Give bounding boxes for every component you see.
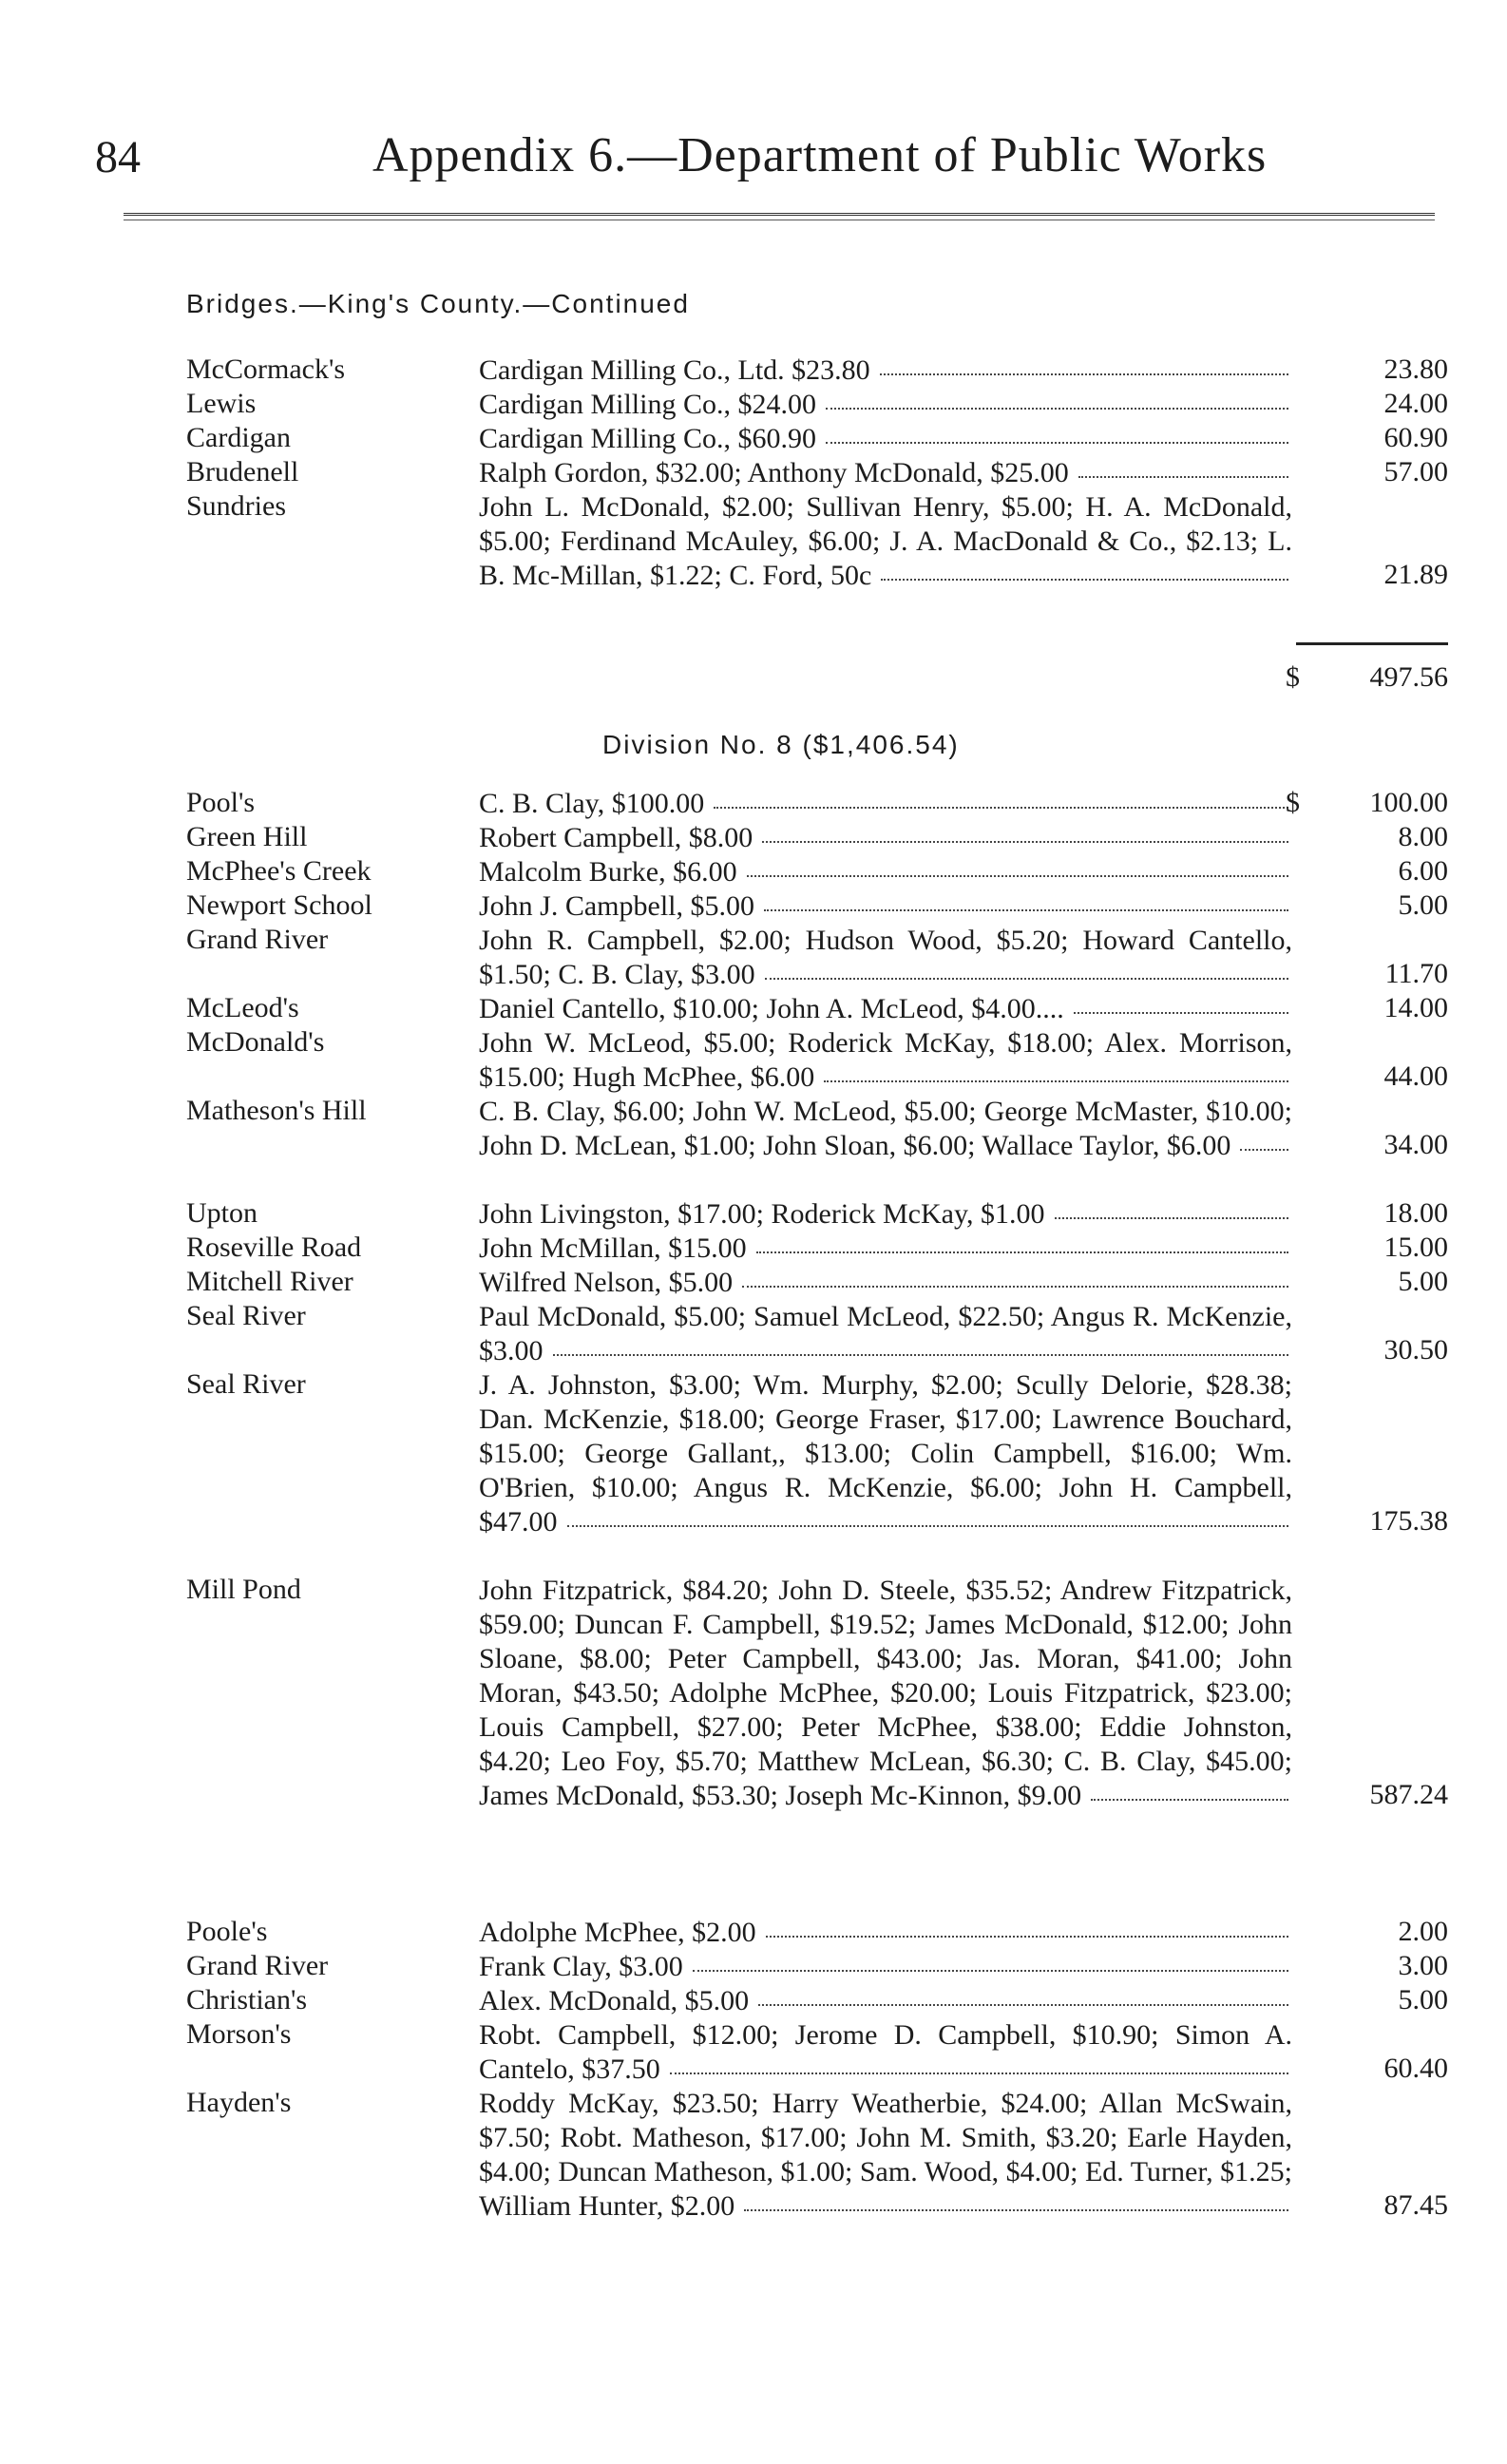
bridge-name: Pool's <box>186 787 256 818</box>
dot-leader <box>764 907 1288 911</box>
entry-amount: 57.00 <box>1383 456 1448 487</box>
entry-description <box>479 2087 1292 2224</box>
payees-text: Paul McDonald, $5.00; Samuel McLeod, $22.50; Angus R. McKenzie, $3.00 <box>479 1301 1292 1366</box>
dot-leader <box>744 2207 1288 2211</box>
entry-amount: 175.38 <box>1369 1505 1448 1537</box>
bridge-name: Sundries <box>186 490 286 522</box>
dot-leader <box>826 406 1288 410</box>
dot-leader <box>766 1934 1288 1938</box>
entry-description <box>479 821 1292 855</box>
page-header <box>0 0 1507 228</box>
payees-text: Ralph Gordon, $32.00; Anthony McDonald, $25.00 <box>479 457 1069 488</box>
bridge-name: Green Hill <box>186 821 308 852</box>
entry-description <box>479 1026 1292 1095</box>
bridge-name: Roseville Road <box>186 1232 362 1263</box>
payees-text: Adolphe McPhee, $2.00 <box>479 1917 756 1948</box>
bridge-name: Newport School <box>186 889 372 921</box>
dot-leader <box>762 839 1288 843</box>
entry-amount: 5.00 <box>1398 1266 1448 1297</box>
entry-description <box>479 924 1292 992</box>
entry-description <box>479 388 1292 422</box>
payees-text: C. B. Clay, $100.00 <box>479 788 705 819</box>
entry-amount: 5.00 <box>1398 889 1448 921</box>
bridge-name: McCormack's <box>186 353 346 385</box>
entry-description <box>479 490 1292 593</box>
entry-description <box>479 1095 1292 1163</box>
entry-amount: 23.80 <box>1383 353 1448 385</box>
payees-text: John Fitzpatrick, $84.20; John D. Steele, $35.52; Andrew Fitzpatrick, $59.00; Duncan F. Campbell, $19.52; James McDonald, $12.00; John Sloane, $8.00; Peter Campbell, $43.00; Jas. Moran, $41.00; John Moran, $43.50; Adolphe McPhee, $20.00; Louis Fitzpatrick, $23.00; Louis Campbell, $27.00; Peter McPhee, $38.00; Eddie Johnston, $4.20; Leo Foy, $5.70; Matthew McLean, $6.30; C. B. Clay, $45.00; James McDonald, $53.30; Joseph Mc-Kinnon, $9.00 <box>479 1575 1292 1811</box>
dot-leader <box>881 577 1288 581</box>
entry-amount: 21.89 <box>1383 559 1448 590</box>
entry-description <box>479 1574 1292 1813</box>
entry-amount: 24.00 <box>1383 388 1448 419</box>
entry-description <box>479 1984 1292 2018</box>
payees-text: Robert Campbell, $8.00 <box>479 822 754 853</box>
entry-description <box>479 992 1292 1026</box>
bridge-name: Poole's <box>186 1916 268 1947</box>
payees-text: Cardigan Milling Co., Ltd. $23.80 <box>479 354 870 386</box>
dot-leader <box>670 2071 1288 2074</box>
bridge-name: Morson's <box>186 2018 292 2050</box>
dot-leader <box>880 372 1288 375</box>
entry-description <box>479 787 1292 821</box>
total-rule <box>1296 642 1448 645</box>
payees-text: Frank Clay, $3.00 <box>479 1951 683 1982</box>
dot-leader <box>1074 1010 1288 1014</box>
entry-description <box>479 1232 1292 1266</box>
entry-amount: 60.40 <box>1383 2053 1448 2084</box>
payees-text: Cardigan Milling Co., $60.90 <box>479 423 816 454</box>
payees-text: John J. Campbell, $5.00 <box>479 890 754 922</box>
dollar-sign: $ <box>1286 787 1300 818</box>
bridge-name: Seal River <box>186 1368 306 1400</box>
bridge-name: Grand River <box>186 924 329 955</box>
payees-text: John L. McDonald, $2.00; Sullivan Henry, $5.00; H. A. McDonald, $5.00; Ferdinand McAuley, $6.00; J. A. MacDonald & Co., $2.13; L. B. Mc-Millan, $1.22; C. Ford, 50c <box>479 491 1292 591</box>
dot-leader <box>1240 1147 1288 1151</box>
dot-leader <box>1078 474 1288 478</box>
payees-text: John McMillan, $15.00 <box>479 1232 747 1264</box>
entry-description <box>479 855 1292 889</box>
bridge-name: Cardigan <box>186 422 291 453</box>
payees-text: Cardigan Milling Co., $24.00 <box>479 389 816 420</box>
entry-description <box>479 1197 1292 1232</box>
division-heading: Division No. 8 ($1,406.54) <box>602 730 960 759</box>
section-heading: Bridges.—King's County.—Continued <box>186 289 690 318</box>
dot-leader <box>756 1250 1288 1253</box>
bridge-name: Seal River <box>186 1300 306 1331</box>
bridge-name: Mitchell River <box>186 1266 353 1297</box>
entry-description <box>479 456 1292 490</box>
entry-amount: 18.00 <box>1383 1197 1448 1229</box>
header-rule <box>124 213 1435 220</box>
entry-amount: 44.00 <box>1383 1060 1448 1092</box>
dot-leader <box>765 976 1288 980</box>
payees-text: J. A. Johnston, $3.00; Wm. Murphy, $2.00; Scully Delorie, $28.38; Dan. McKenzie, $18.00; George Fraser, $17.00; Lawrence Bouchard, $15.00; George Gallant,, $13.00; Colin Campbell, $16.00; Wm. O'Brien, $10.00; Angus R. McKenzie, $6.00; John H. Campbell, $47.00 <box>479 1369 1292 1538</box>
entry-amount: 87.45 <box>1383 2189 1448 2221</box>
payees-text: Robt. Campbell, $12.00; Jerome D. Campbell, $10.90; Simon A. Cantelo, $37.50 <box>479 2019 1292 2085</box>
page-number: 84 <box>95 132 141 182</box>
entry-description <box>479 422 1292 456</box>
entry-description <box>479 2018 1292 2087</box>
entry-description <box>479 1266 1292 1300</box>
dot-leader <box>758 2002 1288 2006</box>
bridge-name: Hayden's <box>186 2087 292 2118</box>
payees-text: John R. Campbell, $2.00; Hudson Wood, $5.20; Howard Cantello, $1.50; C. B. Clay, $3.00 <box>479 925 1292 990</box>
dot-leader <box>826 440 1288 444</box>
entry-description <box>479 889 1292 924</box>
entry-amount: 6.00 <box>1398 855 1448 887</box>
payees-text: Wilfred Nelson, $5.00 <box>479 1267 734 1298</box>
entry-amount: 5.00 <box>1398 1984 1448 2015</box>
group-total-row <box>0 661 1507 703</box>
dot-leader <box>747 873 1288 877</box>
payees-text: Daniel Cantello, $10.00; John A. McLeod, $4.00.... <box>479 993 1064 1024</box>
entry-amount: 60.90 <box>1383 422 1448 453</box>
entry-amount: 30.50 <box>1383 1334 1448 1366</box>
dot-leader <box>693 1968 1288 1972</box>
entry-amount: 34.00 <box>1383 1129 1448 1160</box>
bridge-name: Mill Pond <box>186 1574 301 1605</box>
payees-text: C. B. Clay, $6.00; John W. McLeod, $5.00; George McMaster, $10.00; John D. McLean, $1.00; John Sloan, $6.00; Wallace Taylor, $6.00 <box>479 1096 1292 1161</box>
dot-leader <box>1055 1215 1288 1219</box>
payees-text: Roddy McKay, $23.50; Harry Weatherbie, $24.00; Allan McSwain, $7.50; Robt. Matheson, $17.00; John M. Smith, $3.20; Earle Hayden, $4.00; Duncan Matheson, $1.00; Sam. Wood, $4.00; Ed. Turner, $1.25; William Hunter, $2.00 <box>479 2088 1292 2222</box>
dot-leader <box>824 1079 1288 1082</box>
entry-description <box>479 353 1292 388</box>
total-dollar-sign: $ <box>1286 661 1300 693</box>
entry-amount: 3.00 <box>1398 1950 1448 1981</box>
payees-text: Alex. McDonald, $5.00 <box>479 1985 750 2016</box>
bridge-name: Brudenell <box>186 456 299 487</box>
payees-text: Malcolm Burke, $6.00 <box>479 856 737 888</box>
dot-leader <box>567 1523 1289 1527</box>
dot-leader <box>714 805 1288 809</box>
bridge-name: McDonald's <box>186 1026 325 1058</box>
group-total: 497.56 <box>1369 661 1448 693</box>
bridge-name: McPhee's Creek <box>186 855 372 887</box>
bridge-name: Lewis <box>186 388 257 419</box>
entry-amount: 15.00 <box>1383 1232 1448 1263</box>
entry-amount: 587.24 <box>1369 1779 1448 1810</box>
entry-description <box>479 1916 1292 1950</box>
entry-amount: 11.70 <box>1384 958 1448 989</box>
dot-leader <box>553 1352 1289 1356</box>
entry-description <box>479 1368 1292 1539</box>
entry-amount: 2.00 <box>1398 1916 1448 1947</box>
entry-amount: 100.00 <box>1369 787 1448 818</box>
page-title: Appendix 6.—Department of Public Works <box>372 128 1268 182</box>
payees-text: John W. McLeod, $5.00; Roderick McKay, $18.00; Alex. Morrison, $15.00; Hugh McPhee, $6.00 <box>479 1027 1292 1093</box>
bridge-name: Christian's <box>186 1984 308 2015</box>
bridge-name: Grand River <box>186 1950 329 1981</box>
entry-description <box>479 1300 1292 1368</box>
bridge-name: Matheson's Hill <box>186 1095 367 1126</box>
payees-text: John Livingston, $17.00; Roderick McKay, $1.00 <box>479 1198 1045 1230</box>
entry-amount: 8.00 <box>1398 821 1448 852</box>
bridge-name: McLeod's <box>186 992 299 1023</box>
entry-description <box>479 1950 1292 1984</box>
dot-leader <box>1091 1797 1288 1801</box>
entry-amount: 14.00 <box>1383 992 1448 1023</box>
dot-leader <box>742 1284 1288 1288</box>
bridge-name: Upton <box>186 1197 258 1229</box>
